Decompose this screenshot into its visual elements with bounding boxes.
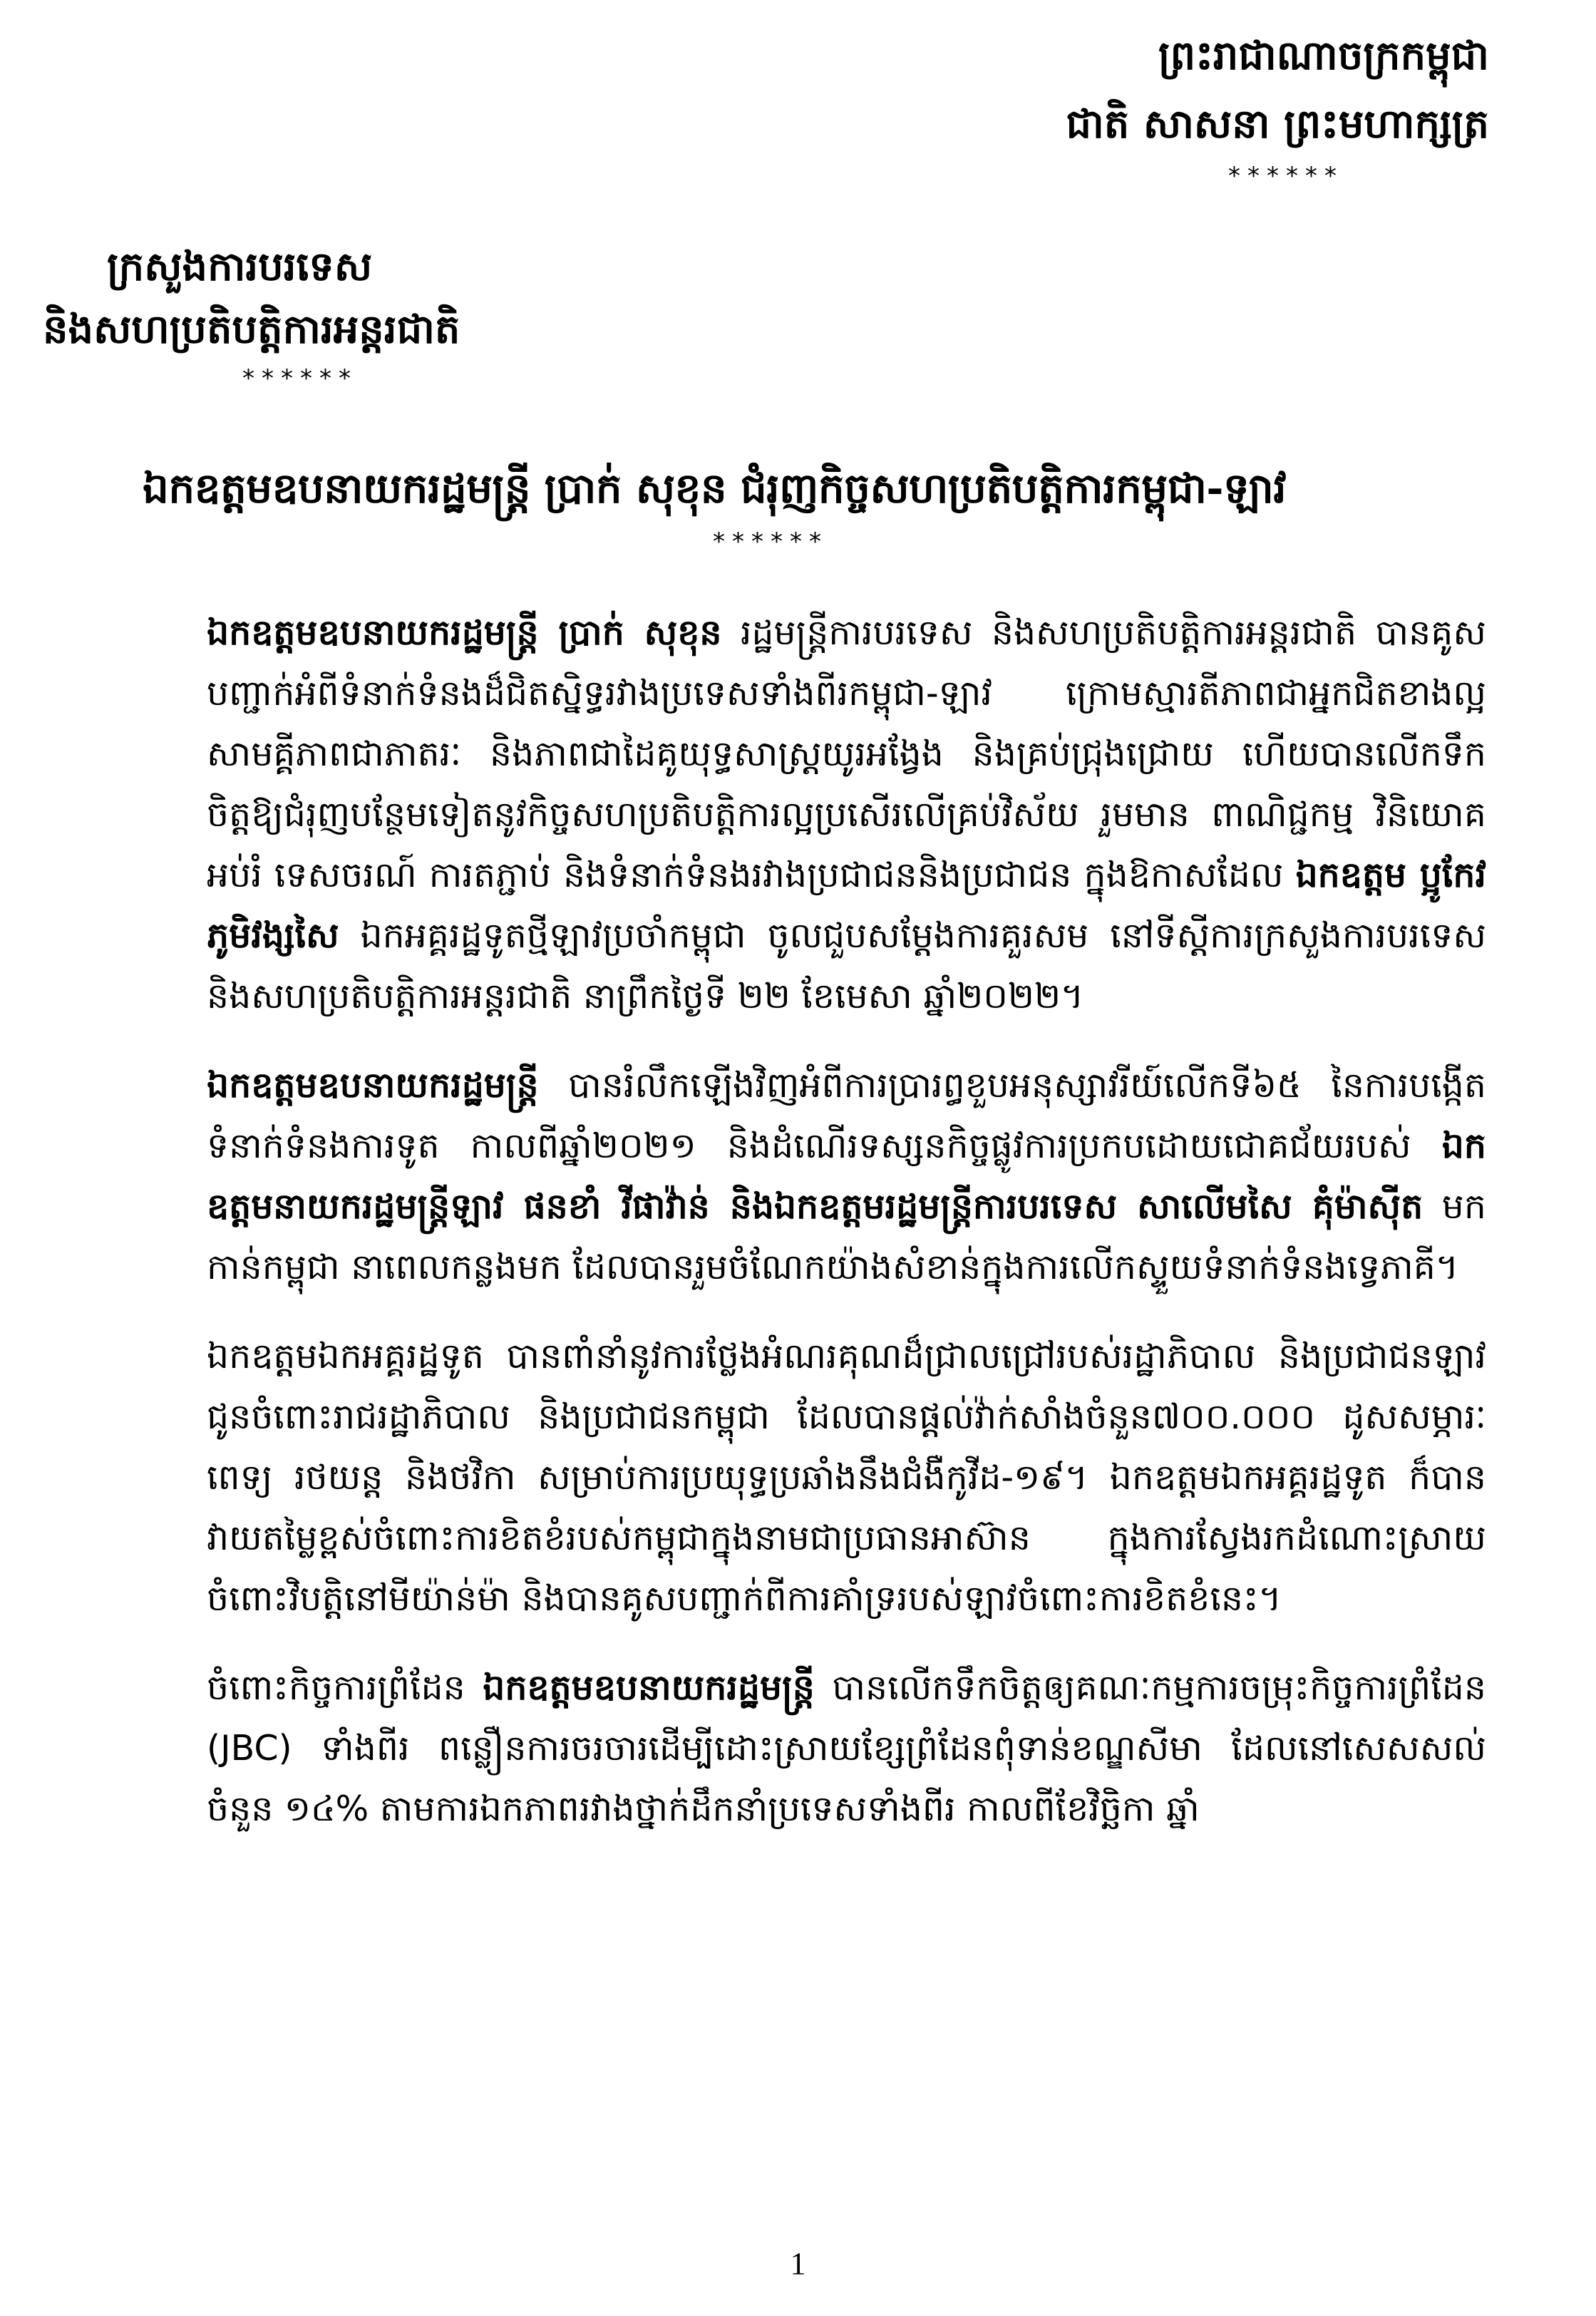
- paragraph-2-text2: មកកាន់កម្ពុជា នាពេលកន្លងមក ដែលបានរួមចំណែកយ៉ាងសំខាន់ក្នុងការលើកស្ទួយទំនាក់ទំនងទ្វេភាគី។: [207, 1186, 1486, 1287]
- title-stars-divider: ******: [713, 527, 828, 556]
- paragraph-3: [207, 1326, 1486, 1629]
- national-motto: ជាតិ សាសនា ព្រះមហាក្សត្រ: [1066, 101, 1489, 148]
- document-body: [207, 602, 1486, 1868]
- paragraph-1-text2: ឯកអគ្គរដ្ឋទូតថ្មីឡាវប្រចាំកម្ពុជា ចូលជួបសម្ដែងការគួរសម នៅទីស្ដីការក្រសួងការបរទេស និងសហប្រតិបត្តិការអន្តរជាតិ នាព្រឹកថ្ងៃទី ២២ ខែមេសា ឆ្នាំ២០២២។: [207, 915, 1486, 1017]
- paragraph-1-text1: រដ្ឋមន្ត្រីការបរទេស និងសហប្រតិបត្តិការអន្តរជាតិ បានគូសបញ្ជាក់អំពីទំនាក់ទំនងដ៏ជិតស្និទ្ធរវាងប្រទេសទាំងពីរកម្ពុជា-ឡាវ ក្រោមស្មារតីភាពជាអ្នកជិតខាងល្អ សាមគ្គីភាពជាភាតរៈ និងភាពជាដៃគូយុទ្ធសាស្រ្តយូរអង្វែង និងគ្រប់ជ្រុងជ្រោយ ហើយបានលើកទឹកចិត្តឱ្យជំរុញបន្ថែមទៀតនូវកិច្ចសហប្រតិបត្តិការល្អប្រសើរលើគ្រប់វិស័យ រួមមាន ពាណិជ្ជកម្ម វិនិយោគ អប់រំ ទេសចរណ៍ ការតភ្ជាប់ និងទំនាក់ទំនងរវាងប្រជាជននិងប្រជាជន ក្នុងឱកាសដែល: [207, 612, 1486, 895]
- kingdom-header: [919, 21, 1489, 194]
- kingdom-name: ព្រះរាជាណាចក្រកម្ពុជា: [1158, 32, 1489, 79]
- paragraph-3-text: ឯកឧត្តមឯកអគ្គរដ្ឋទូត បានពាំនាំនូវការថ្លែងអំណរគុណដ៏ជ្រាលជ្រៅរបស់រដ្ឋាភិបាល និងប្រជាជនឡាវ ជូនចំពោះរាជរដ្ឋាភិបាល និងប្រជាជនកម្ពុជា ដែលបានផ្ដល់វ៉ាក់សាំងចំនួន៧០០.០០០ ដូសសម្ភារៈពេទ្យ រថយន្ត និងថវិកា សម្រាប់ការប្រយុទ្ធប្រឆាំងនឹងជំងឺកូវីដ-១៩។ ឯកឧត្តមឯកអគ្គរដ្ឋទូត ក៏បានវាយតម្លៃខ្ពស់ចំពោះការខិតខំរបស់កម្ពុជាក្នុងនាមជាប្រធានអាស៊ាន ក្នុងការស្វែងរកដំណោះស្រាយចំពោះវិបត្តិនៅមីយ៉ាន់ម៉ា និងបានគូសបញ្ជាក់ពីការគាំទ្ររបស់ឡាវចំពោះការខិតខំនេះ។: [207, 1336, 1486, 1619]
- page-number: 1: [790, 2246, 806, 2281]
- paragraph-2-bold-lead: ឯកឧត្តមឧបនាយករដ្ឋមន្ត្រី: [207, 1064, 539, 1106]
- paragraph-4-bold-mid: ឯកឧត្តមឧបនាយករដ្ឋមន្ត្រី: [483, 1667, 815, 1708]
- ministry-name-line2: និងសហប្រតិបត្តិការអន្តរជាតិ: [43, 306, 460, 353]
- paragraph-2-text1: បានរំលឹកឡើងវិញអំពីការប្រារព្ធខួបអនុស្សាវរីយ៍លើកទី៦៥ នៃការបង្កើតទំនាក់ទំនងការទូត កាលពីឆ្នាំ២០២១ និងដំណើរទស្សនកិច្ចផ្លូវការប្រកបដោយជោគជ័យរបស់: [207, 1065, 1486, 1166]
- ministry-stars-divider: ******: [242, 364, 358, 393]
- paragraph-1-bold-lead: ឯកឧត្តមឧបនាយករដ្ឋមន្ត្រី ប្រាក់ សុខុន: [207, 612, 722, 653]
- paragraph-4-text1: ចំពោះកិច្ចការព្រំដែន: [207, 1667, 483, 1708]
- kingdom-stars-divider: ******: [1228, 162, 1344, 190]
- paragraph-4-text2: បានលើកទឹកចិត្តឲ្យគណៈកម្មការចម្រុះកិច្ចការព្រំដែន (JBC) ទាំងពីរ ពន្លឿនការចរចារដើម្បីដោះស្រាយខ្សែព្រំដែនពុំទាន់ខណ្ឌសីមា ដែលនៅសេសសល់ចំនួន ១៤% តាមការឯកភាពរវាងថ្នាក់ដឹកនាំប្រទេសទាំងពីរ កាលពីខែវិច្ឆិកា ឆ្នាំ: [207, 1667, 1486, 1829]
- paragraph-1: [207, 602, 1486, 1026]
- paragraph-1-bold-mid: ឯកឧត្តម ប្អូកែវ ភូមិវង្សសៃ: [207, 854, 1487, 956]
- paragraph-2-bold-mid: ឯកឧត្តមនាយករដ្ឋមន្ត្រីឡាវ ផនខាំ វីផាវ៉ាន់ និងឯកឧត្តមរដ្ឋមន្ត្រីការបរទេស សាលើមសៃ គុំម៉ាស៊ីត: [207, 1125, 1486, 1227]
- paragraph-4: [207, 1657, 1486, 1839]
- paragraph-2: [207, 1055, 1486, 1297]
- ministry-name-line1: ក្រសួងការបរទេស: [107, 243, 373, 290]
- ministry-header: [43, 235, 684, 396]
- document-title: ឯកឧត្តមឧបនាយករដ្ឋមន្ត្រី ប្រាក់ សុខុន ជំរុញកិច្ចសហប្រតិបត្តិការកម្ពុជា-ឡាវ: [143, 464, 1287, 513]
